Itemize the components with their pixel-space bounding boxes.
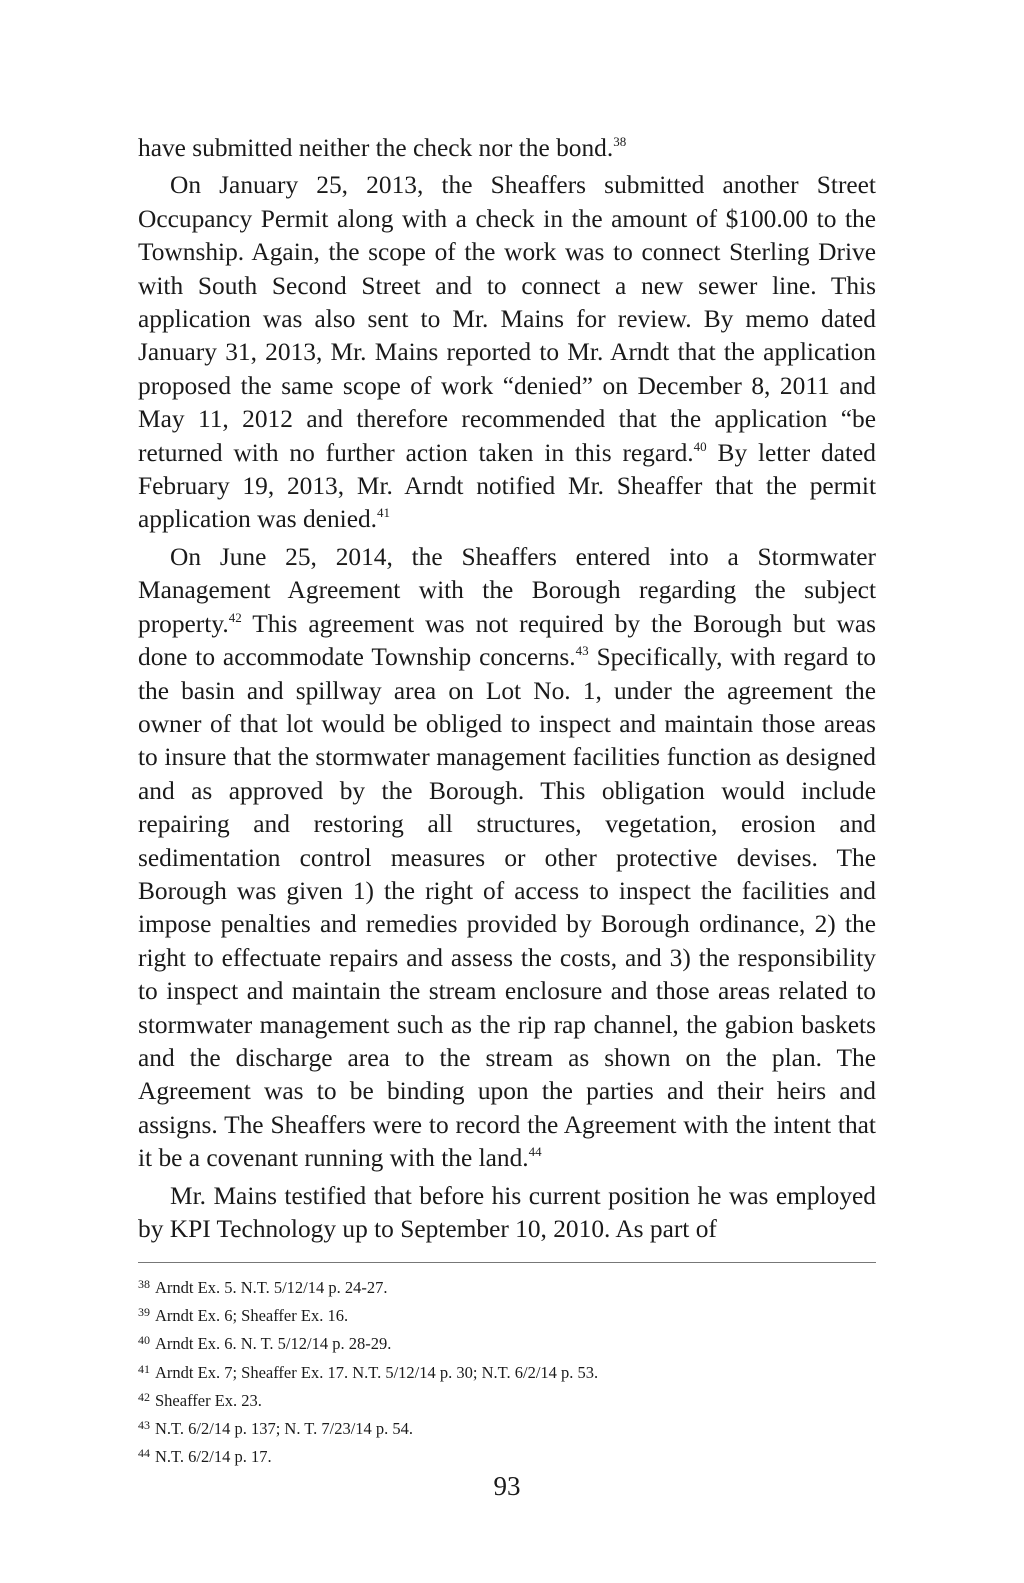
footnote-text: Arndt Ex. 5. N.T. 5/12/14 p. 24-27. [155, 1278, 388, 1297]
page-number: 93 [493, 1471, 521, 1501]
footnote-number: 39 [138, 1305, 150, 1320]
footnote-number: 38 [138, 1277, 150, 1291]
footnote-reference: 44 [528, 1144, 542, 1160]
footnote [138, 1441, 876, 1469]
footnote-number: 41 [138, 1361, 150, 1376]
footnote-text: Sheaffer Ex. 23. [155, 1390, 262, 1410]
footnote [138, 1300, 876, 1328]
footnote [138, 1328, 876, 1356]
paragraph-text: have submitted neither the check nor the bond. [138, 134, 614, 162]
paragraph [138, 169, 876, 536]
footnote-reference: 42 [228, 609, 242, 625]
document-page [138, 0, 876, 1583]
body-text [138, 132, 876, 1250]
paragraph [138, 1180, 876, 1247]
footnote-reference: 43 [575, 643, 589, 659]
footnote-text: N.T. 6/2/14 p. 17. [155, 1447, 272, 1467]
paragraph-text: Specifically, with regard to the basin and spillway area on Lot No. 1, under the agreement the owner of that lot would be obliged to inspect and maintain those areas to insure that the stormwater management facilities function as designed and as approved by the Borough. This obligation would include repairing and restoring all structures, vegetation, erosion and sedimentation control measures or other protective devises. The Borough was given 1) the right of access to inspect the facilities and impose penalties and remedies provided by Borough ordinance, 2) the right to effectuate repairs and assess the costs, and 3) the responsibility to inspect and maintain the stream enclosure and those areas related to stormwater management such as the rip rap channel, the gabion baskets and the discharge area to the stream as shown on the plan. The Agreement was to be binding upon the parties and their heirs and assigns. The Sheaffers were to record the Agreement with the intent that it be a covenant running with the land. [138, 643, 876, 1173]
paragraph-text: Mr. Mains testified that before his current position he was employed by KPI Technology up to September 10, 2010. As part of [138, 1181, 876, 1243]
footnote-reference: 40 [693, 438, 707, 454]
paragraph [138, 541, 876, 1176]
footnotes-section [138, 1272, 876, 1469]
footnote-reference: 41 [377, 505, 391, 521]
paragraph-text: By letter dated February 19, 2013, Mr. Arndt notified Mr. Sheaffer that the permit application was denied. [138, 438, 876, 534]
paragraph-text: This agreement was not required by the Borough but was done to accommodate Township concerns. [138, 609, 876, 672]
footnote [138, 1413, 876, 1441]
footnote [138, 1272, 876, 1300]
footnote-text: N.T. 6/2/14 p. 137; N. T. 7/23/14 p. 54. [155, 1419, 414, 1439]
paragraph-text: On January 25, 2013, the Sheaffers submitted another Street Occupancy Permit along with a check in the amount of $100.00 to the Township. Again, the scope of the work was to connect Sterling Drive with South Second Street and to connect a new sewer line. This application was also sent to Mr. Mains for review. By memo dated January 31, 2013, Mr. Mains reported to Mr. Arndt that the application proposed the same scope of work “denied” on December 8, 2011 and May 11, 2012 and therefore recommended that the application “be returned with no further action taken in this regard. [138, 171, 876, 467]
footnote-text: Arndt Ex. 6. N. T. 5/12/14 p. 28-29. [155, 1334, 392, 1354]
footnote-separator [138, 1262, 876, 1263]
footnote-text: Arndt Ex. 7; Sheaffer Ex. 17. N.T. 5/12/14 p. 30; N.T. 6/2/14 p. 53. [155, 1362, 599, 1382]
footnote [138, 1385, 876, 1413]
footnote-number: 43 [138, 1418, 150, 1433]
paragraph-text: On June 25, 2014, the Sheaffers entered into a Stormwater Management Agreement with the Borough regarding the subject property. [138, 542, 876, 638]
footnote-text: Arndt Ex. 6; Sheaffer Ex. 16. [155, 1306, 349, 1326]
paragraph [138, 132, 876, 165]
footnote [138, 1357, 876, 1385]
footnote-reference: 38 [613, 134, 627, 149]
footnote-number: 44 [138, 1446, 150, 1461]
footnote-number: 40 [138, 1333, 150, 1348]
footnote-number: 42 [138, 1389, 150, 1404]
